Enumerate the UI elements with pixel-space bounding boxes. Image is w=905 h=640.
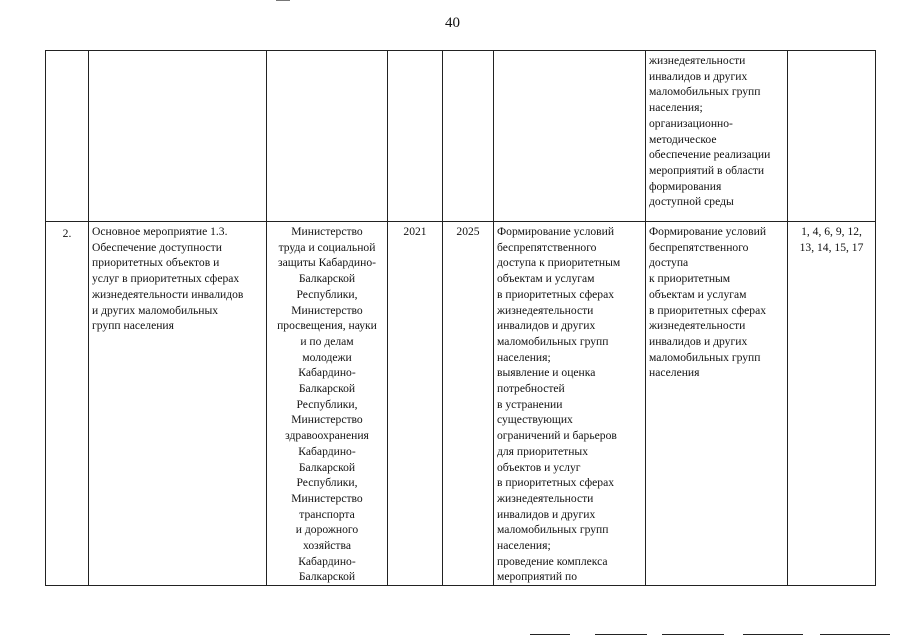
text-line: беспрепятственного: [649, 240, 749, 254]
text-line: в устранении: [497, 397, 563, 411]
text-line: Министерство: [291, 303, 363, 317]
text-line: Кабардино-: [298, 554, 356, 568]
text-line: инвалидов и других: [497, 507, 596, 521]
event-name-cell: [89, 222, 267, 586]
text-line: Кабардино-: [298, 366, 356, 380]
start-year: 2021: [388, 222, 443, 586]
text-line: Формирование условий: [497, 225, 615, 238]
text-line: к приоритетным: [649, 272, 731, 286]
text-line: Балкарской: [298, 570, 356, 584]
end-year-cell: [443, 51, 494, 222]
executor-cell: [267, 222, 388, 586]
directions-cell: [646, 51, 788, 222]
text-line: Республики,: [296, 397, 358, 411]
text-line: и дорожного: [295, 523, 359, 537]
program-events-table: [45, 50, 876, 586]
text-line: молодежи: [302, 350, 352, 364]
text-line: мероприятий по: [497, 570, 577, 584]
result-cell: [494, 51, 646, 222]
end-year: 2025: [443, 222, 494, 586]
bottom-edge-marks: [0, 634, 905, 637]
text-line: групп населения: [92, 319, 174, 333]
text-line: маломобильных групп: [649, 350, 761, 364]
text-line: населения;: [649, 101, 703, 115]
indicators-cell: [788, 51, 876, 222]
text-line: доступа: [649, 256, 689, 270]
table-row: [46, 51, 876, 222]
text-line: беспрепятственного: [497, 240, 597, 254]
text-line: населения: [649, 366, 700, 380]
text-line: в приоритетных сферах: [497, 287, 615, 301]
text-line: Министерство: [291, 225, 363, 238]
text-line: защиты Кабардино-: [278, 256, 376, 270]
text-line: Формирование условий: [649, 225, 767, 238]
text-line: жизнедеятельности: [649, 54, 746, 67]
text-line: доступа к приоритетным: [497, 256, 621, 270]
text-line: маломобильных групп: [497, 523, 609, 537]
text-line: объектам и услугам: [649, 287, 747, 301]
text-line: Министерство: [291, 413, 363, 427]
indicators-cell: [788, 222, 876, 586]
text-line: и по делам: [300, 334, 354, 348]
table-row: [46, 222, 876, 586]
text-line: просвещения, науки: [277, 319, 377, 333]
text-line: в приоритетных сферах: [649, 303, 767, 317]
text-line: потребностей: [497, 382, 565, 396]
text-line: населения;: [497, 350, 551, 364]
text-line: инвалидов и других: [497, 319, 596, 333]
text-line: жизнедеятельности: [497, 491, 594, 505]
text-line: организационно-: [649, 116, 733, 130]
text-line: в приоритетных сферах: [497, 476, 615, 490]
text-line: жизнедеятельности: [497, 303, 594, 317]
text-line: обеспечение реализации: [649, 148, 771, 162]
text-line: жизнедеятельности инвалидов: [92, 287, 244, 301]
start-year-cell: [388, 51, 443, 222]
text-line: Республики,: [296, 287, 358, 301]
text-line: 13, 14, 15, 17: [799, 240, 864, 254]
text-line: 1, 4, 6, 9, 12,: [801, 225, 862, 238]
text-line: ограничений и барьеров: [497, 429, 617, 443]
text-line: здравоохранения: [285, 429, 369, 443]
text-line: проведение комплекса: [497, 554, 608, 568]
text-line: хозяйства: [303, 539, 351, 553]
text-line: объектам и услугам: [497, 272, 595, 286]
text-line: Министерство: [291, 491, 363, 505]
text-line: маломобильных групп: [497, 334, 609, 348]
text-line: доступной среды: [649, 195, 734, 209]
text-line: методическое: [649, 132, 717, 146]
text-line: выявление и оценка: [497, 366, 596, 380]
text-line: формирования: [649, 179, 722, 193]
text-line: инвалидов и других: [649, 334, 748, 348]
text-line: инвалидов и других: [649, 69, 748, 83]
text-line: Основное мероприятие 1.3.: [92, 225, 228, 238]
expected-result-cell: [494, 222, 646, 586]
directions-cell: [646, 222, 788, 586]
text-line: маломобильных групп: [649, 85, 761, 99]
text-line: жизнедеятельности: [649, 319, 746, 333]
text-line: населения;: [497, 539, 551, 553]
text-line: приоритетных объектов и: [92, 256, 220, 270]
executor-cell: [267, 51, 388, 222]
text-line: транспорта: [299, 507, 355, 521]
text-line: Кабардино-: [298, 444, 356, 458]
text-line: существующих: [497, 413, 573, 427]
event-cell: [89, 51, 267, 222]
text-line: Балкарской: [298, 272, 356, 286]
top-edge-mark: [276, 0, 290, 1]
text-line: Балкарской: [298, 460, 356, 474]
text-line: Балкарской: [298, 382, 356, 396]
row-number-cell: [46, 51, 89, 222]
text-line: Обеспечение доступности: [92, 240, 222, 254]
text-line: объектов и услуг: [497, 460, 581, 474]
text-line: труда и социальной: [278, 240, 376, 254]
text-line: Республики,: [296, 476, 358, 490]
page-number: 40: [445, 15, 460, 31]
text-line: мероприятий в области: [649, 163, 765, 177]
text-line: для приоритетных: [497, 444, 588, 458]
row-number: 2.: [46, 222, 89, 586]
text-line: и других маломобильных: [92, 303, 219, 317]
text-line: услуг в приоритетных сферах: [92, 272, 240, 286]
